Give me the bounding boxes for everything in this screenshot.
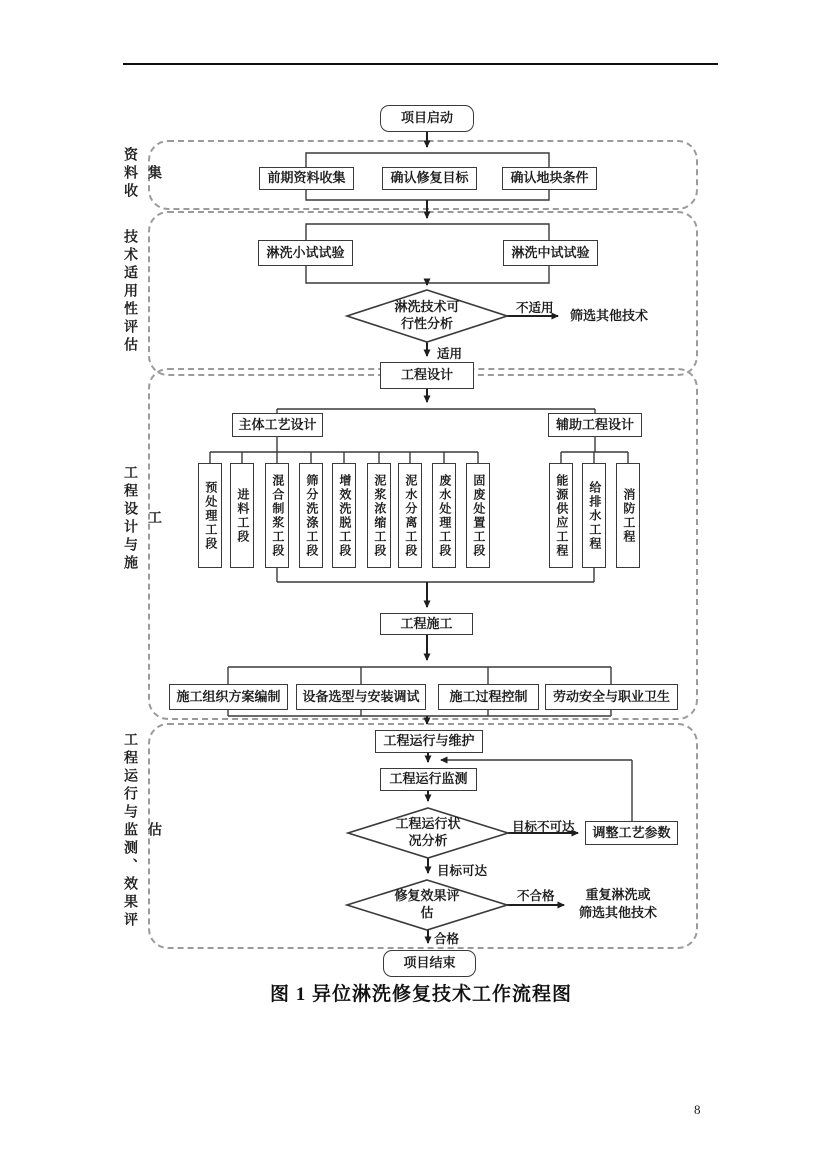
edge-label-not-applicable: 不适用 bbox=[516, 301, 554, 315]
node-confirm-site: 确认地块条件 bbox=[502, 167, 597, 190]
stage-label-applicability: 技术适用性评估 bbox=[122, 229, 137, 355]
node-construction-plan: 施工组织方案编制 bbox=[169, 684, 288, 710]
edge-label-applicable: 适用 bbox=[437, 347, 463, 361]
node-slurry-mixing-section: 混合制浆工段 bbox=[265, 463, 289, 568]
edge-label-unqualified: 不合格 bbox=[517, 889, 555, 903]
stage-label-operation-monitoring: 工程运行与监测、效果评估 bbox=[122, 732, 161, 930]
text-repeat-washing-line1: 重复淋洗或 bbox=[585, 887, 651, 902]
node-operation-maintenance: 工程运行与维护 bbox=[375, 730, 483, 753]
text-repeat-washing-line2: 筛选其他技术 bbox=[578, 904, 657, 920]
node-operation-monitoring: 工程运行监测 bbox=[380, 768, 477, 791]
node-energy-supply-works: 能源供应工程 bbox=[549, 463, 573, 568]
node-engineering-design: 工程设计 bbox=[380, 362, 474, 389]
node-main-process-design: 主体工艺设计 bbox=[232, 413, 323, 437]
node-feeding-section: 进料工段 bbox=[230, 463, 254, 568]
node-bench-test: 淋洗小试试验 bbox=[258, 240, 353, 266]
node-equipment-installation: 设备选型与安装调试 bbox=[296, 684, 426, 710]
edge-label-qualified: 合格 bbox=[434, 932, 460, 946]
node-wastewater-treatment-section: 废水处理工段 bbox=[432, 463, 456, 568]
page-number: 8 bbox=[694, 1102, 701, 1117]
node-pilot-test: 淋洗中试试验 bbox=[503, 240, 598, 266]
node-mud-water-separation-section: 泥水分离工段 bbox=[398, 463, 422, 568]
node-screening-washing-section: 筛分洗涤工段 bbox=[299, 463, 323, 568]
node-aux-engineering-design: 辅助工程设计 bbox=[548, 413, 642, 437]
node-fire-protection-works: 消防工程 bbox=[616, 463, 640, 568]
figure-caption: 图 1 异位淋洗修复技术工作流程图 bbox=[269, 984, 572, 1005]
text-repeat-washing bbox=[576, 886, 660, 921]
stage-label-data-collection: 资料收集 bbox=[122, 147, 161, 201]
node-project-end: 项目结束 bbox=[383, 950, 476, 977]
node-labor-safety: 劳动安全与职业卫生 bbox=[545, 684, 678, 710]
node-process-control: 施工过程控制 bbox=[438, 684, 539, 710]
node-confirm-target: 确认修复目标 bbox=[382, 167, 477, 190]
node-slurry-thickening-section: 泥浆浓缩工段 bbox=[367, 463, 391, 568]
node-solid-waste-disposal-section: 固废处置工段 bbox=[466, 463, 490, 568]
node-preliminary-data: 前期资料收集 bbox=[259, 167, 354, 190]
node-water-drainage-works: 给排水工程 bbox=[582, 463, 606, 568]
text-screen-other-tech: 筛选其他技术 bbox=[570, 308, 649, 323]
edge-label-target-unreachable: 目标不可达 bbox=[512, 820, 575, 834]
node-pretreatment-section: 预处理工段 bbox=[198, 463, 222, 568]
node-enhanced-elution-section: 增效洗脱工段 bbox=[332, 463, 356, 568]
node-adjust-parameters: 调整工艺参数 bbox=[585, 821, 678, 845]
decision2-label: 工程运行状况分析 bbox=[395, 816, 461, 848]
decision1-label: 淋洗技术可行性分析 bbox=[394, 299, 460, 331]
decision3-label: 修复效果评估 bbox=[394, 888, 460, 920]
edge-label-target-reachable: 目标可达 bbox=[437, 864, 488, 878]
stage-label-design-construction: 工程设计与施工 bbox=[122, 465, 161, 573]
node-engineering-construction: 工程施工 bbox=[380, 613, 473, 635]
node-project-start: 项目启动 bbox=[380, 105, 474, 132]
